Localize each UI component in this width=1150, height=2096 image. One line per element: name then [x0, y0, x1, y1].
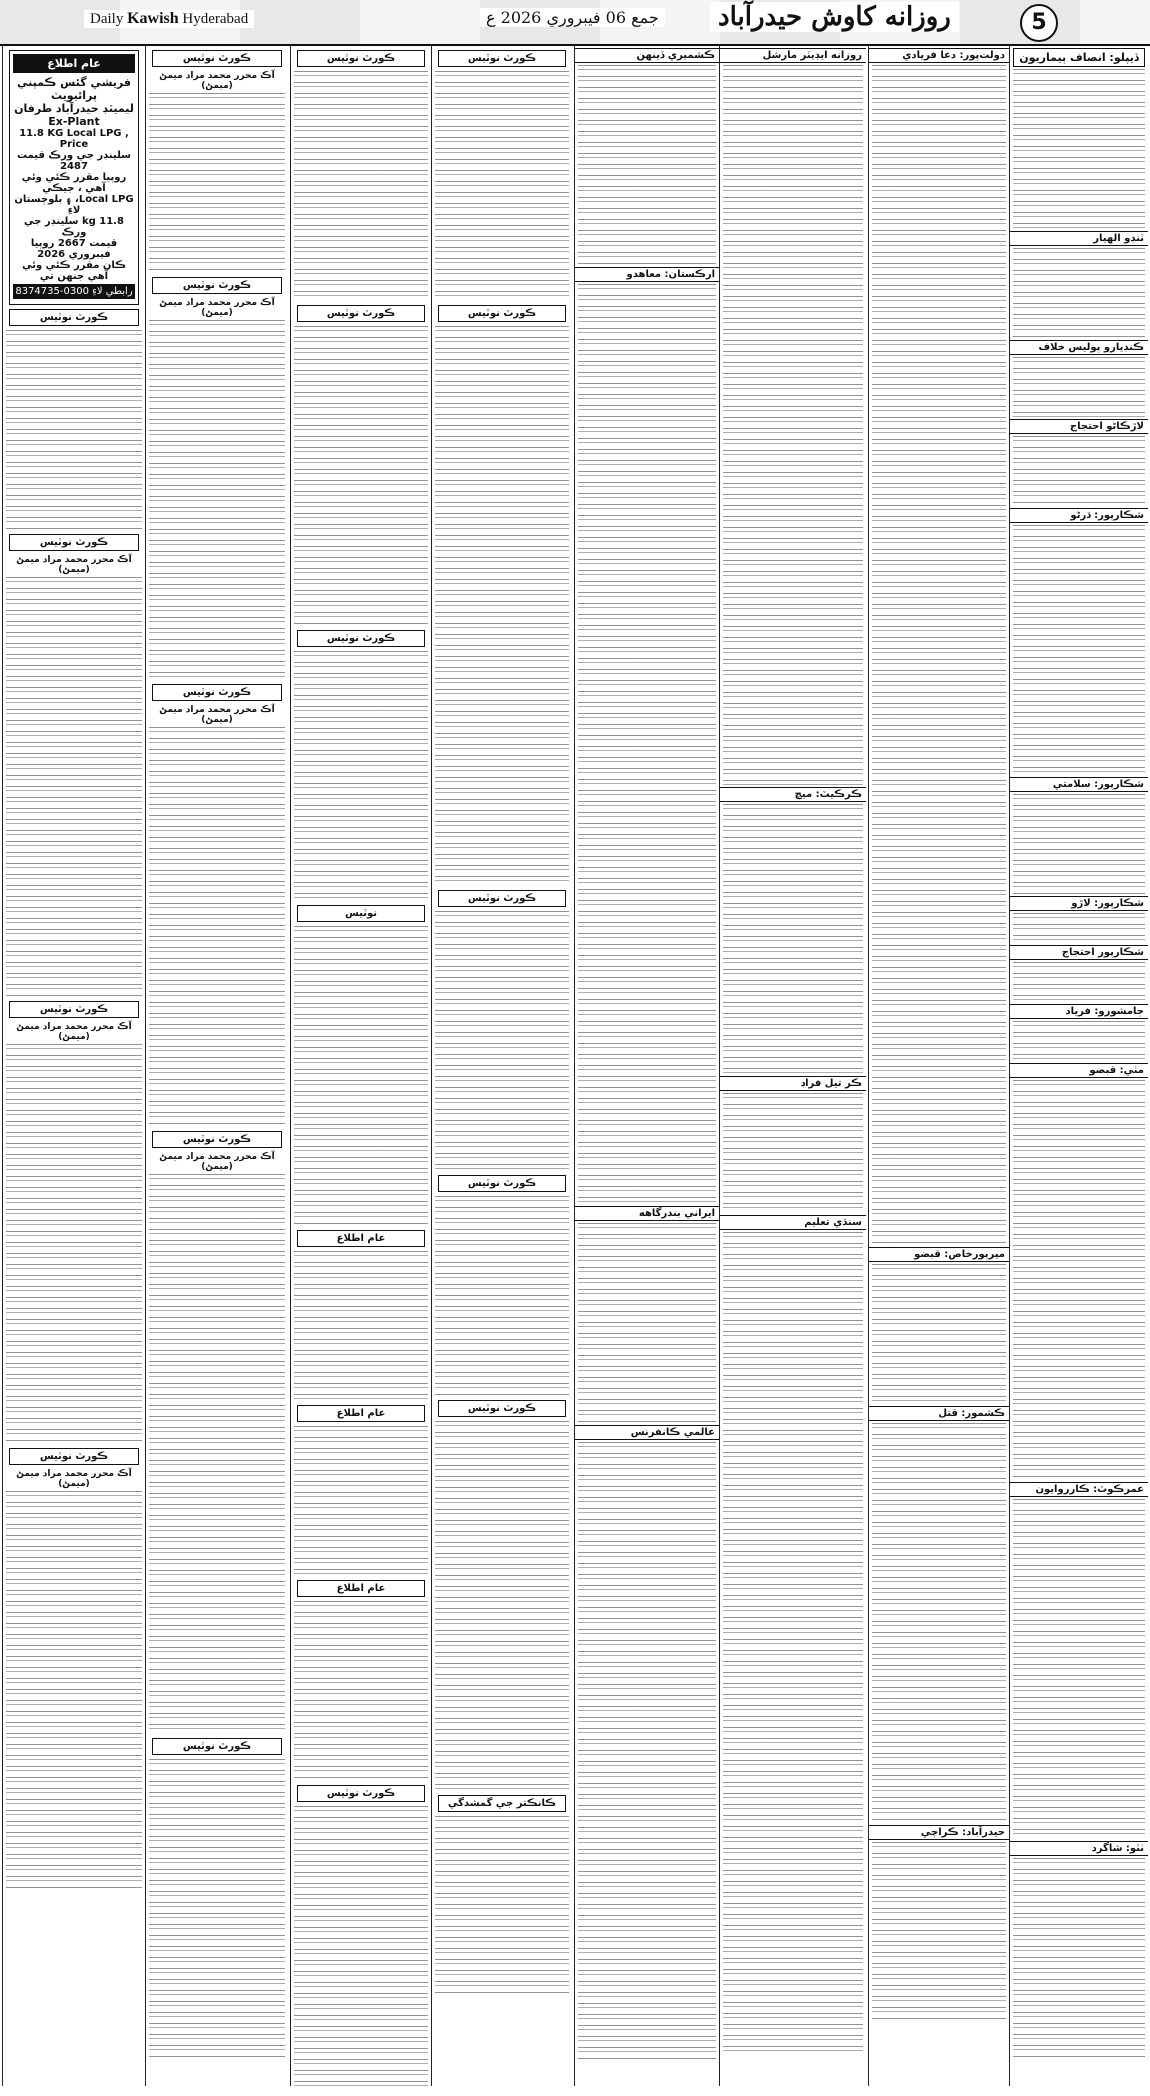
column-notices-2 [290, 46, 432, 2086]
sub-heading: ٺٽو: شاگرد [1010, 1841, 1148, 1856]
article-text [872, 65, 1006, 1245]
notice-heading: ڪورٽ نوٽيس [438, 1400, 566, 1417]
sub-heading: دولت‌پور: دعا فريادي [869, 48, 1009, 63]
ad-contact [13, 284, 135, 299]
sub-heading: ٽنڊو الهيار [1010, 231, 1148, 246]
sub-heading: ڄامشورو: فرياد [1010, 1004, 1148, 1019]
notice-heading: عام اطلاع [297, 1230, 425, 1247]
sub-heading: مٺي: قبضو [1010, 1063, 1148, 1078]
notice-text [294, 326, 428, 626]
sub-heading: ايراني بندرگاهه [575, 1206, 719, 1221]
article-text [723, 804, 863, 1074]
ad-contact-label: رابطي لاءِ [92, 286, 133, 297]
article-text [872, 1842, 1006, 2022]
notice-heading: نوٽيس [297, 905, 425, 922]
notice-text [149, 1174, 285, 1734]
notice-heading: ڪورٽ نوٽيس [438, 1175, 566, 1192]
article-text [1013, 436, 1145, 506]
notice-text [149, 1759, 285, 2059]
sub-heading: شڪارپور: لاڙو [1010, 896, 1148, 911]
notice-signatory: آڪ محرر محمد مراد ميمڻ (ميمڻ) [159, 298, 275, 318]
notice-heading: ڪورٽ نوٽيس [9, 309, 139, 326]
article-text [1013, 248, 1145, 338]
notice-text [435, 1196, 569, 1396]
article-text [872, 1264, 1006, 1404]
notice-signatory: آڪ محرر محمد مراد ميمڻ (ميمڻ) [16, 1469, 132, 1489]
sub-heading: روزانه ايڊيٽر مارشل [720, 48, 866, 63]
article-text [1013, 1021, 1145, 1061]
notice-heading: عام اطلاع [297, 1405, 425, 1422]
notice-heading: ڪورٽ نوٽيس [9, 1001, 139, 1018]
column-notices-3 [146, 46, 288, 2086]
article-text [1013, 357, 1145, 417]
article-text [1013, 962, 1145, 1002]
ad-line: ڪان مقرر ڪئي وئي آهي جنهن تي [22, 260, 126, 282]
notice-text [294, 71, 428, 301]
notice-signatory: آڪ محرر محمد مراد ميمڻ (ميمڻ) [159, 1152, 275, 1172]
article-text [723, 1232, 863, 2052]
ad-line: 11.8 KG Local LPG , Price [19, 128, 129, 150]
sub-heading: ڪرڪيٽ: ميچ [720, 787, 866, 802]
notice-heading: ڪورٽ نوٽيس [438, 50, 566, 67]
notice-text [294, 926, 428, 1226]
article-text [723, 65, 863, 785]
newspaper-title: روزانه کاوش حيدرآباد [710, 2, 959, 32]
notice-heading: ڪورٽ نوٽيس [438, 890, 566, 907]
ad-line: قيمت 2667 روپيا فيبروري 2026 [30, 238, 118, 260]
notice-heading: ڪورٽ نوٽيس [152, 684, 282, 701]
sub-heading: ڪر تيل فراڊ [720, 1076, 866, 1091]
notice-text [294, 651, 428, 901]
notice-text [294, 1806, 428, 2086]
notice-heading: ڪورٽ نوٽيس [297, 630, 425, 647]
column-notices-1 [432, 46, 572, 2086]
notice-heading: ڪورٽ نوٽيس [438, 305, 566, 322]
article-text [578, 1442, 716, 2062]
notice-text [149, 320, 285, 680]
sub-heading: عالمي ڪانفرنس [575, 1425, 719, 1440]
notice-text [6, 330, 142, 530]
column-right-3 [720, 46, 866, 2086]
ad-contact-number: 0300-8374735 [15, 286, 89, 297]
notice-text [6, 1491, 142, 1891]
notice-heading: ڪورٽ نوٽيس [297, 1785, 425, 1802]
notice-text [6, 577, 142, 997]
notice-signatory: آڪ محرر محمد مراد ميمڻ (ميمڻ) [159, 71, 275, 91]
english-title: Daily Kawish Hyderabad [84, 10, 254, 28]
masthead [0, 0, 1150, 46]
article-text [1013, 1080, 1145, 1480]
ad-heading: عام اطلاع [13, 54, 135, 73]
notice-text [149, 727, 285, 1127]
article-text [1013, 525, 1145, 775]
column-right-4 [574, 46, 720, 2086]
notice-heading: ڪورٽ نوٽيس [9, 534, 139, 551]
article-text [1013, 1858, 1145, 2058]
sub-heading: ڪنڊيارو پوليس خلاف [1010, 340, 1148, 355]
notice-signatory: آڪ محرر محمد مراد ميمڻ (ميمڻ) [16, 1022, 132, 1042]
sub-heading: سنڌي تعليم [720, 1215, 866, 1230]
column-far-right [1010, 46, 1148, 2086]
ad-line: فريشي گئس ڪمپني پرائيويٽ [17, 76, 131, 102]
sub-heading: شڪارپور: سلامتي [1010, 777, 1148, 792]
notice-heading: ڪورٽ نوٽيس [297, 50, 425, 67]
article-text [1013, 913, 1145, 943]
notice-text [294, 1426, 428, 1576]
article-text [1013, 1499, 1145, 1839]
notice-text [6, 1044, 142, 1444]
column-right-2 [868, 46, 1010, 2086]
article-text [578, 65, 716, 265]
article-text [872, 1423, 1006, 1823]
notice-text [435, 1816, 569, 1996]
issue-date: جمع 06 فيبروري 2026 ع [480, 8, 665, 27]
article-text [578, 284, 716, 1204]
column-left [2, 46, 146, 2086]
article-text [1013, 794, 1145, 894]
notice-text [294, 1601, 428, 1781]
sub-heading: شڪارپور احتجاج [1010, 945, 1148, 960]
notice-text [435, 71, 569, 301]
ad-line: سلينڊر جي ورڪ قيمت 2487 [17, 150, 131, 172]
notice-signatory: آڪ محرر محمد مراد ميمڻ (ميمڻ) [159, 705, 275, 725]
sub-heading: ڪشميري ڏينهن [575, 48, 719, 63]
article-text [1013, 69, 1145, 229]
article-text [578, 1223, 716, 1423]
ad-line: روپيا مقرر ڪئي وئي آهي ، جيڪي [21, 172, 127, 194]
notice-heading: ڪورٽ نوٽيس [152, 50, 282, 67]
sub-heading: شڪارپور: ڌرڻو [1010, 508, 1148, 523]
notice-heading: ڪورٽ نوٽيس [152, 1738, 282, 1755]
ad-line: ليميٽڊ حيدرآباد طرفان Ex-Plant [14, 102, 134, 128]
section-heading: ڏيپلو: انصاف ٻيماريون [1013, 48, 1145, 67]
notice-heading: ڪانڪتر جي گمشدگي [438, 1795, 566, 1812]
sub-heading: حيدرآباد: ڪراچي [869, 1825, 1009, 1840]
notice-heading: ڪورٽ نوٽيس [152, 277, 282, 294]
sub-heading: لاڙڪاڻو احتجاج [1010, 419, 1148, 434]
notice-heading: عام اطلاع [297, 1580, 425, 1597]
ad-line: Local LPG، ۽ بلوچستان لاءِ [14, 194, 134, 216]
sub-heading: ميرپورخاص: قبضو [869, 1247, 1009, 1262]
ad-line: 11.8 kg سلينڊر جي ورڪ [24, 216, 124, 238]
article-text [723, 1093, 863, 1213]
sub-heading: ارڪستان: معاهدو [575, 267, 719, 282]
lpg-price-advertisement [9, 50, 139, 305]
notice-heading: ڪورٽ نوٽيس [9, 1448, 139, 1465]
notice-heading: ڪورٽ نوٽيس [297, 305, 425, 322]
sub-heading: ڪشمور: قتل [869, 1406, 1009, 1421]
notice-text [435, 911, 569, 1171]
page-number: 5 [1020, 4, 1058, 42]
notice-text [294, 1251, 428, 1401]
sub-heading: عمرڪوٽ: ڪارروايون [1010, 1482, 1148, 1497]
notice-heading: ڪورٽ نوٽيس [152, 1131, 282, 1148]
notice-signatory: آڪ محرر محمد مراد ميمڻ (ميمڻ) [16, 555, 132, 575]
notice-text [149, 93, 285, 273]
notice-text [435, 1421, 569, 1791]
notice-text [435, 326, 569, 886]
